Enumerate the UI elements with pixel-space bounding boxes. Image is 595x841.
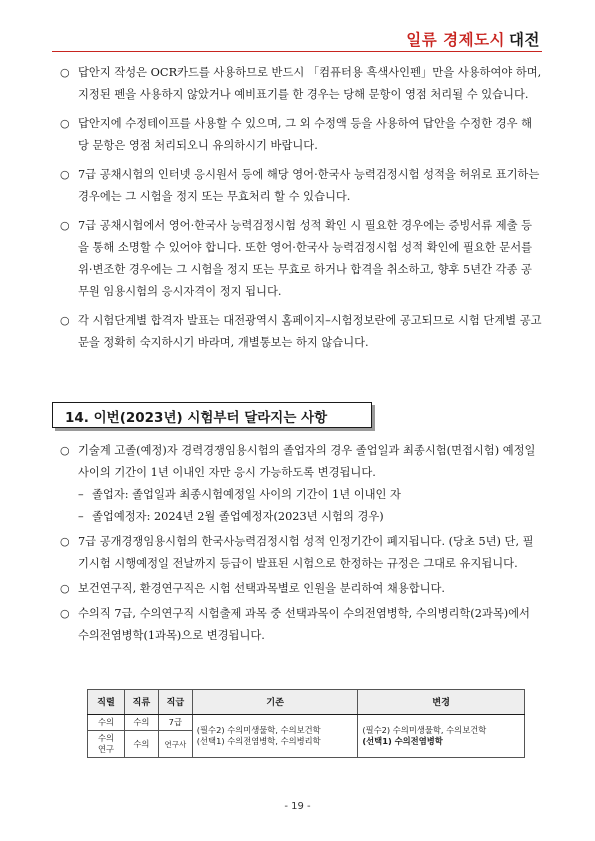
page-number: - 19 - bbox=[284, 801, 311, 812]
change-item bbox=[58, 440, 542, 528]
header-slogan: 일류 경제도시 bbox=[406, 31, 506, 49]
notice-item bbox=[58, 113, 542, 157]
bullet-icon: ○ bbox=[60, 444, 70, 457]
notice-item bbox=[58, 215, 542, 303]
change-text: 수의직 7급, 수의연구직 시험출제 과목 중 선택과목이 수의전염병학, 수의병리학(2과목)에서 수의전염병학(1과목)으로 변경됩니다. bbox=[78, 607, 530, 642]
notice-text: 7급 공채시험의 인터넷 응시원서 등에 해당 영어·한국사 능력검정시험 성적을 허위로 표기하는 경우에는 그 시험을 정지 또는 무효처리 할 수 있습니다. bbox=[78, 168, 540, 203]
change-text: 7급 공개경쟁임용시험의 한국사능력검정시험 성적 인정기간이 폐지됩니다. (당초 5년) 단, 필기시험 시행예정일 전날까지 등급이 발표된 시험으로 한정하는 규정은 그대로 유지됩니다. bbox=[78, 535, 534, 570]
cell-series: 수의 연구 bbox=[88, 731, 125, 758]
before-elective: (선택1) 수의전염병학, 수의병리학 bbox=[196, 736, 321, 746]
cell-kind: 수의 bbox=[124, 731, 158, 758]
sub-item bbox=[78, 506, 542, 528]
after-required: (필수2) 수의미생물학, 수의보건학 bbox=[362, 725, 487, 735]
bullet-icon: ○ bbox=[60, 66, 70, 79]
cell-after bbox=[358, 715, 525, 758]
section-heading-box bbox=[52, 402, 372, 428]
bullet-icon: ○ bbox=[60, 582, 70, 595]
cell-kind: 수의 bbox=[124, 715, 158, 731]
notice-list bbox=[58, 62, 542, 361]
header-title bbox=[406, 28, 540, 50]
change-item bbox=[58, 578, 542, 600]
before-required: (필수2) 수의미생물학, 수의보건학 bbox=[196, 725, 321, 735]
change-text: 보건연구직, 환경연구직은 시험 선택과목별로 인원을 분리하여 채용합니다. bbox=[78, 582, 446, 595]
page-header bbox=[52, 26, 542, 52]
table-row bbox=[88, 715, 525, 731]
notice-item bbox=[58, 310, 542, 354]
col-header-after: 변경 bbox=[358, 690, 525, 715]
cell-grade: 연구사 bbox=[158, 731, 192, 758]
notice-item bbox=[58, 62, 542, 106]
header-city: 대전 bbox=[509, 31, 540, 49]
notice-item bbox=[58, 164, 542, 208]
bullet-icon: ○ bbox=[60, 117, 70, 130]
table-header-row bbox=[88, 690, 525, 715]
col-header-before: 기존 bbox=[192, 690, 358, 715]
notice-text: 답안지에 수정테이프를 사용할 수 있으며, 그 외 수정액 등을 사용하여 답안을 수정한 경우 해당 문항은 영점 처리되오니 유의하시기 바랍니다. bbox=[78, 117, 533, 152]
header-divider bbox=[52, 51, 542, 52]
section-title: 14. 이번(2023년) 시험부터 달라지는 사항 bbox=[65, 410, 328, 426]
col-header-grade: 직급 bbox=[158, 690, 192, 715]
bullet-icon: ○ bbox=[60, 607, 70, 620]
bullet-icon: ○ bbox=[60, 535, 70, 548]
section-heading bbox=[52, 402, 374, 430]
dash-icon: – bbox=[78, 488, 84, 501]
changes-list bbox=[58, 440, 542, 650]
dash-icon: – bbox=[78, 510, 84, 523]
sub-text: 졸업자: 졸업일과 최종시험예정일 사이의 기간이 1년 이내인 자 bbox=[92, 488, 401, 501]
bullet-icon: ○ bbox=[60, 314, 70, 327]
col-header-series: 직렬 bbox=[88, 690, 125, 715]
change-item bbox=[58, 531, 542, 575]
bullet-icon: ○ bbox=[60, 219, 70, 232]
cell-grade: 7급 bbox=[158, 715, 192, 731]
notice-text: 답안지 작성은 OCR카드를 사용하므로 반드시 「컴퓨터용 흑색사인펜」만을 사용하여야 하며, 지정된 펜을 사용하지 않았거나 예비표기를 한 경우는 당해 문항이 영점 처리될 수 있습니다. bbox=[78, 66, 542, 101]
cell-series: 수의 bbox=[88, 715, 125, 731]
notice-text: 각 시험단계별 합격자 발표는 대전광역시 홈페이지–시험정보란에 공고되므로 시험 단계별 공고문을 정확히 숙지하시기 바라며, 개별통보는 하지 않습니다. bbox=[78, 314, 542, 349]
subject-change-table bbox=[87, 689, 525, 758]
cell-before bbox=[192, 715, 358, 758]
change-item bbox=[58, 603, 542, 647]
bullet-icon: ○ bbox=[60, 168, 70, 181]
change-text: 기술계 고졸(예정)자 경력경쟁임용시험의 졸업자의 경우 졸업일과 최종시험(면접시험) 예정일 사이의 기간이 1년 이내인 자만 응시 가능하도록 변경됩니다. bbox=[78, 444, 536, 479]
sub-text: 졸업예정자: 2024년 2월 졸업예정자(2023년 시험의 경우) bbox=[92, 510, 384, 523]
after-elective: (선택1) 수의전염병학 bbox=[362, 736, 443, 746]
sub-item bbox=[78, 484, 542, 506]
notice-text: 7급 공채시험에서 영어·한국사 능력검정시험 성적 확인 시 필요한 경우에는 증빙서류 제출 등을 통해 소명할 수 있어야 합니다. 또한 영어·한국사 능력검정시험 성적 확인에 필요한 문서를 위·변조한 경우에는 그 시험을 정지 또는 무효로 하거나 합격을 취소하고, 향후 5년간 각종 공무원 임용시험의 응시자격이 정지 됩니다. bbox=[78, 219, 533, 298]
col-header-kind: 직류 bbox=[124, 690, 158, 715]
